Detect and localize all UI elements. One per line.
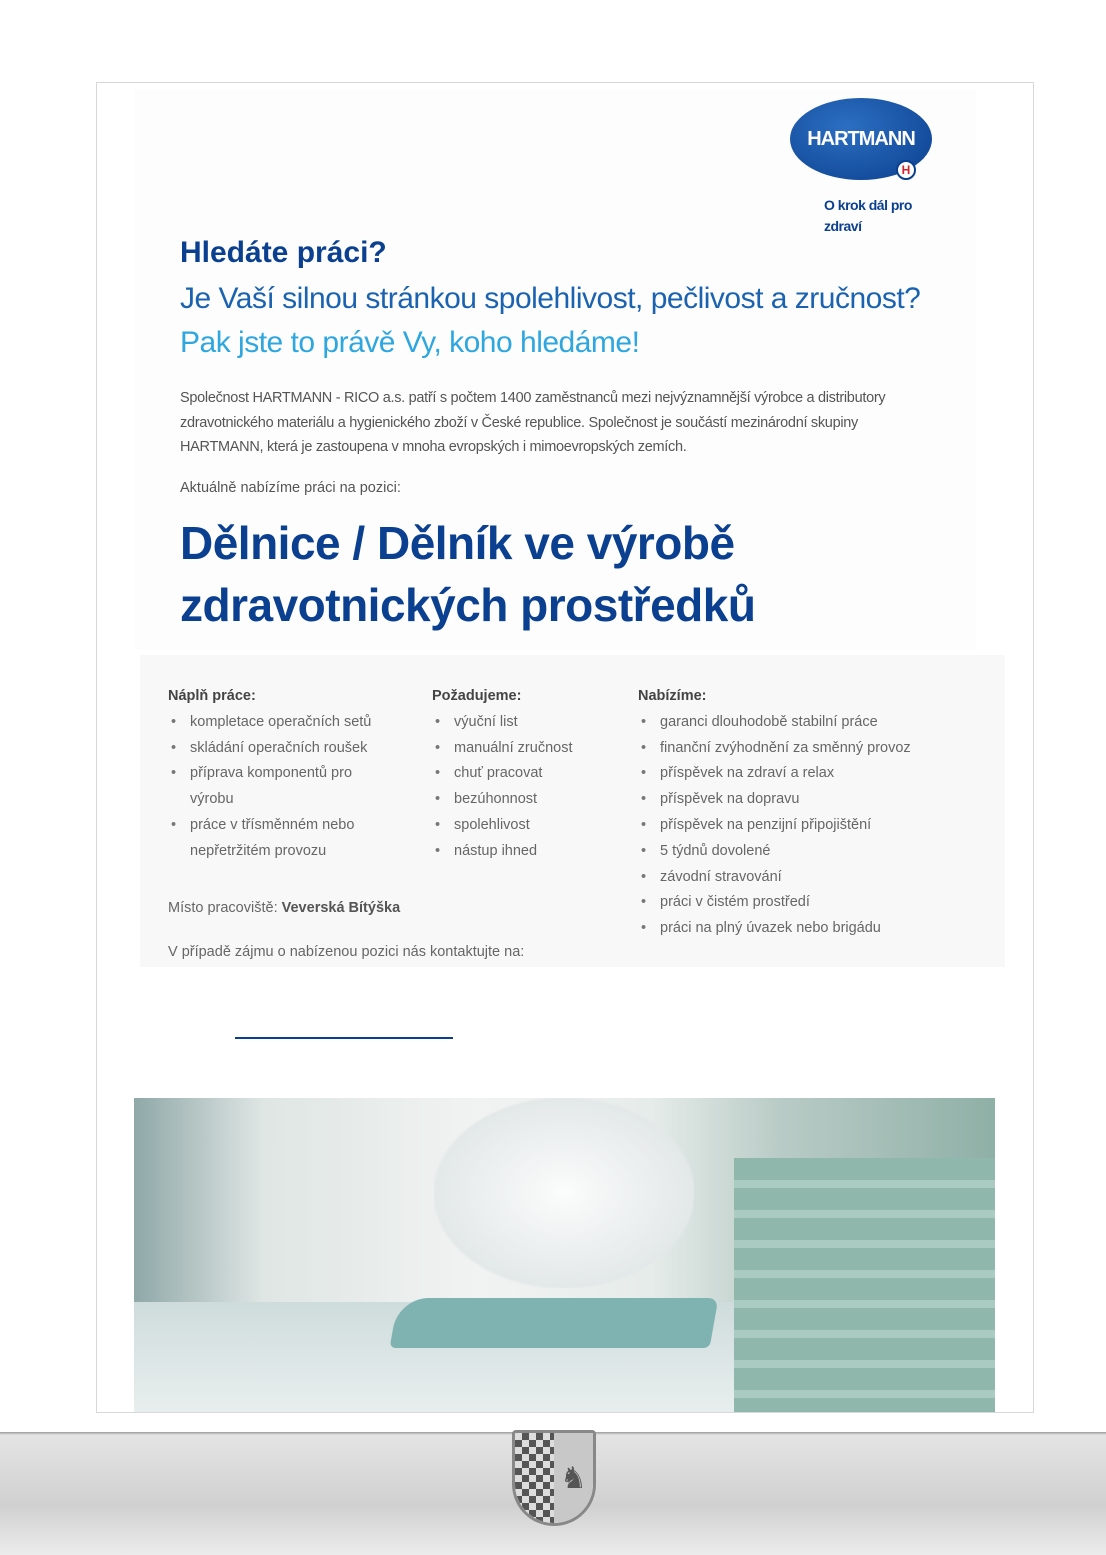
column-heading: Požadujeme: xyxy=(432,688,522,704)
headline-1: Hledáte práci? xyxy=(180,236,387,269)
list-item: • příprava komponentů pro výrobu xyxy=(168,761,353,813)
contact-text: V případě zájmu o nabízenou pozici nás kontaktujte na: xyxy=(168,944,525,960)
list-item: • nástup ihned xyxy=(432,839,622,865)
list-item: • kompletace operačních setů xyxy=(168,710,418,736)
column-benefits xyxy=(638,684,978,942)
workplace xyxy=(168,900,400,916)
column-duties xyxy=(168,684,418,865)
offer-intro: Aktuálně nabízíme práci na pozici: xyxy=(180,480,401,496)
coat-of-arms-icon: ♞ xyxy=(512,1430,596,1526)
column-heading: Nabízíme: xyxy=(638,688,707,704)
list-item: • 5 týdnů dovolené xyxy=(638,839,978,865)
position-line-2: zdravotnických prostředků xyxy=(180,579,756,631)
list-item: • práci v čistém prostředí xyxy=(638,890,978,916)
slogan: O krok dál pro zdraví xyxy=(824,197,912,234)
list-item: • práce v třísměnném nebo nepřetržitém provozu xyxy=(168,813,383,865)
list-item: • výuční list xyxy=(432,710,622,736)
workplace-value: Veverská Bítýška xyxy=(281,900,401,916)
headline-3: Pak jste to právě Vy, koho hledáme! xyxy=(180,326,640,359)
list-item: • závodní stravování xyxy=(638,865,978,891)
headline-2: Je Vaší silnou stránkou spolehlivost, pečlivost a zručnost? xyxy=(180,282,921,315)
logo-h-icon: H xyxy=(896,160,916,180)
list-item: • spolehlivost xyxy=(432,813,622,839)
list-item: • chuť pracovat xyxy=(432,761,622,787)
contact-link-underline[interactable] xyxy=(235,1037,453,1039)
logo-text: HARTMANN xyxy=(807,127,915,150)
list-item: • garanci dlouhodobě stabilní práce xyxy=(638,710,978,736)
list-item: • finanční zvýhodnění za směnný provoz xyxy=(638,736,978,762)
workplace-label: Místo pracoviště: xyxy=(168,900,278,916)
list-item: • bezúhonnost xyxy=(432,787,622,813)
list-item: • manuální zručnost xyxy=(432,736,622,762)
list-item: • příspěvek na penzijní připojištění xyxy=(638,813,978,839)
column-heading: Náplň práce: xyxy=(168,688,256,704)
list-item: • příspěvek na dopravu xyxy=(638,787,978,813)
column-requirements xyxy=(432,684,622,865)
position-line-1: Dělnice / Dělník ve výrobě xyxy=(180,517,735,569)
list-item: • příspěvek na zdraví a relax xyxy=(638,761,978,787)
list-item: • skládání operačních roušek xyxy=(168,736,418,762)
list-item: • práci na plný úvazek nebo brigádu xyxy=(638,916,978,942)
production-photo xyxy=(134,1098,995,1412)
intro-text: Společnost HARTMANN - RICO a.s. patří s počtem 1400 zaměstnanců mezi nejvýznamnější výrobce a distributory zdravotnického materiálu a hygienického zboží v České republice. Společnost je součástí mezinárodní skupiny HARTMANN, která je zastoupena v mnoha evropských i mimoevropských zemích. xyxy=(180,390,886,455)
position-title xyxy=(180,512,755,636)
